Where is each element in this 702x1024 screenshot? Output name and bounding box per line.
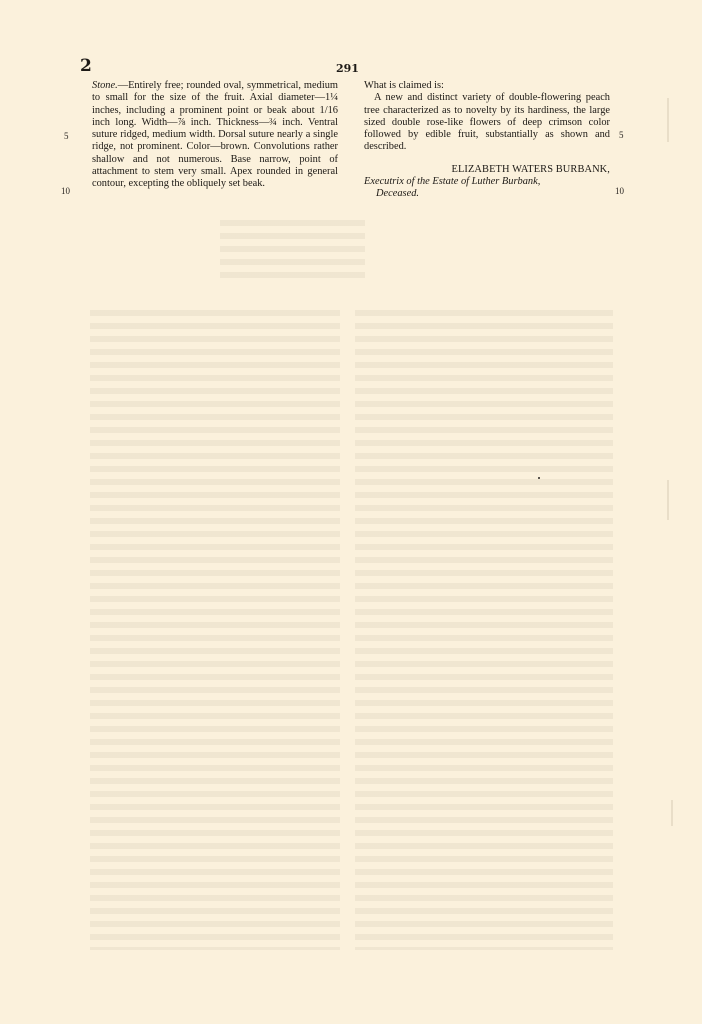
edge-mark <box>671 800 673 826</box>
show-through-left <box>90 310 340 950</box>
line-number: 5 <box>619 130 624 140</box>
edge-mark <box>667 98 669 142</box>
claim-text: A new and distinct variety of double-flowering peach tree characterized as to novelty by its hardiness, the large sized double rose-like flowers of deep crimson color followed by edible fruit, substantially as shown and described. <box>364 92 610 153</box>
line-number: 10 <box>61 186 70 196</box>
signer-role <box>364 176 610 201</box>
column-number: 291 <box>336 62 359 75</box>
stone-description <box>92 80 338 191</box>
signer-role-line: Deceased. <box>376 188 419 200</box>
line-number: 5 <box>64 131 69 141</box>
edge-mark <box>667 480 669 520</box>
right-column <box>364 80 610 201</box>
speck <box>538 477 540 479</box>
show-through-header <box>220 220 365 280</box>
line-number: 10 <box>615 186 624 196</box>
signer-name: ELIZABETH WATERS BURBANK, <box>451 163 610 175</box>
section-text: —Entirely free; rounded oval, symmetrical, medium to small for the size of the fruit. Axial diameter—1¼ inches, including a prominent point or beak about 1/16 inch long. Width—⅞ inch. Thickness—¾ inch. Ventral suture ridged, medium width. Dorsal suture nearly a single ridge, not prominent. Color—brown. Convolutions rather shallow and not numerous. Base narrow, point of attachment to stem very small. Apex rounded in general contour, excepting the obliquely set beak. <box>92 80 338 190</box>
show-through-right <box>355 310 613 950</box>
page-number: 2 <box>80 56 92 76</box>
signer-role-line: Executrix of the Estate of Luther Burbank, <box>364 176 541 188</box>
left-column <box>92 80 338 191</box>
section-heading: Stone. <box>92 80 118 91</box>
claim-title: What is claimed is: <box>364 80 444 91</box>
